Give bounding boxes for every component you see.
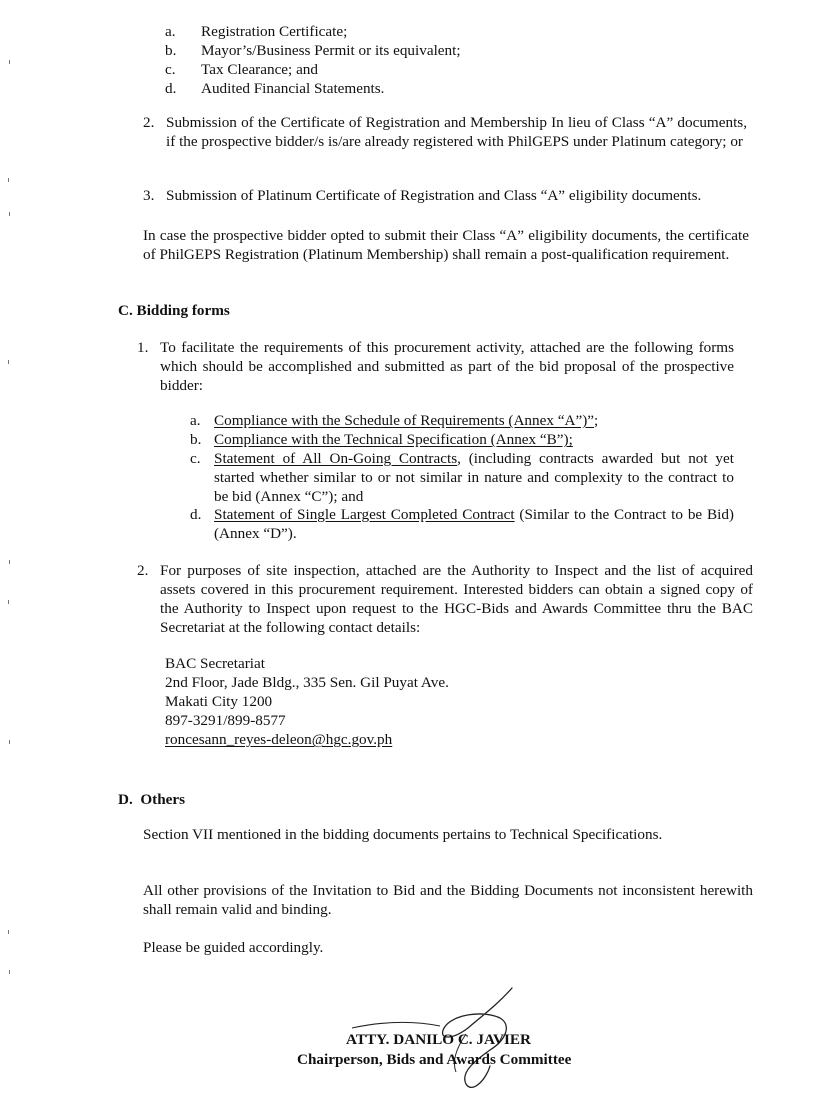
list-marker: c. xyxy=(190,450,201,467)
list-marker: b. xyxy=(165,42,177,59)
list-text: Tax Clearance; and xyxy=(201,61,318,78)
item-marker: 1. xyxy=(137,339,149,356)
contact-address xyxy=(165,654,449,749)
signatory-title: Chairperson, Bids and Awards Committee xyxy=(297,1051,572,1068)
paragraph: All other provisions of the Invitation to Bid and the Bidding Documents not inconsistent herewith shall remain valid and binding. xyxy=(143,882,753,918)
paragraph: Please be guided accordingly. xyxy=(143,939,324,956)
address-line: BAC Secretariat xyxy=(165,655,265,672)
list-marker: c. xyxy=(165,61,176,78)
paragraph: Section VII mentioned in the bidding documents pertains to Technical Specifications. xyxy=(143,826,663,843)
list-marker: b. xyxy=(190,431,202,448)
section-heading: D. Others xyxy=(118,791,186,808)
list-marker: a. xyxy=(190,412,201,429)
form-text: (Similar to the Contract to be Bid) (Annex “D”). xyxy=(214,506,734,542)
section-heading: C. Bidding forms xyxy=(118,302,230,319)
option-text: Submission of the Certificate of Registration and Membership In lieu of Class “A” documents, if the prospective bidder/s is/are already registered with PhilGEPS under Platinum category; or xyxy=(166,114,747,150)
item-text: For purposes of site inspection, attached are the Authority to Inspect and the list of acquired assets covered in this procurement requirement. Interested bidders can obtain a signed copy of the Authority to Inspect upon request to the HGC-Bids and Awards Committee thru the BAC Secretariat at the following contact details: xyxy=(160,562,753,636)
list-text: Registration Certificate; xyxy=(201,23,348,40)
signatory-name: ATTY. DANILO C. JAVIER xyxy=(346,1031,531,1048)
item-text: To facilitate the requirements of this procurement activity, attached are the following forms which should be accomplished and submitted as part of the bid proposal of the prospective bidder: xyxy=(160,339,734,394)
form-title: Statement of Single Largest Completed Contract xyxy=(214,506,515,523)
form-title: Statement of All On-Going Contracts xyxy=(214,450,458,467)
case-paragraph: In case the prospective bidder opted to submit their Class “A” eligibility documents, the certificate of PhilGEPS Registration (Platinum Membership) shall remain a post-qualification requirement. xyxy=(143,227,749,263)
item-marker: 2. xyxy=(137,562,149,579)
list-marker: a. xyxy=(165,23,176,40)
form-title: Compliance with the Schedule of Requirements (Annex “A”)” xyxy=(214,412,594,429)
form-title: Compliance with the Technical Specification (Annex “B”); xyxy=(214,431,573,448)
form-text: , (including contracts awarded but not yet started whether similar to or not similar in nature and complexity to the contract to be bid (Annex “C”); and xyxy=(214,450,734,505)
list-text: Audited Financial Statements. xyxy=(201,80,385,97)
list-marker: d. xyxy=(190,506,202,523)
address-line: 2nd Floor, Jade Bldg., 335 Sen. Gil Puyat Ave. xyxy=(165,674,449,691)
option-marker: 2. xyxy=(143,114,155,131)
list-text: Mayor’s/Business Permit or its equivalent; xyxy=(201,42,461,59)
option-marker: 3. xyxy=(143,187,155,204)
address-line: Makati City 1200 xyxy=(165,693,273,710)
list-marker: d. xyxy=(165,80,177,97)
phone-numbers: 897-3291/899-8577 xyxy=(165,712,286,729)
email-link[interactable]: roncesann_reyes-deleon@hgc.gov.ph xyxy=(165,731,393,748)
form-text: ; xyxy=(594,412,599,429)
option-text: Submission of Platinum Certificate of Registration and Class “A” eligibility documents. xyxy=(166,187,702,204)
